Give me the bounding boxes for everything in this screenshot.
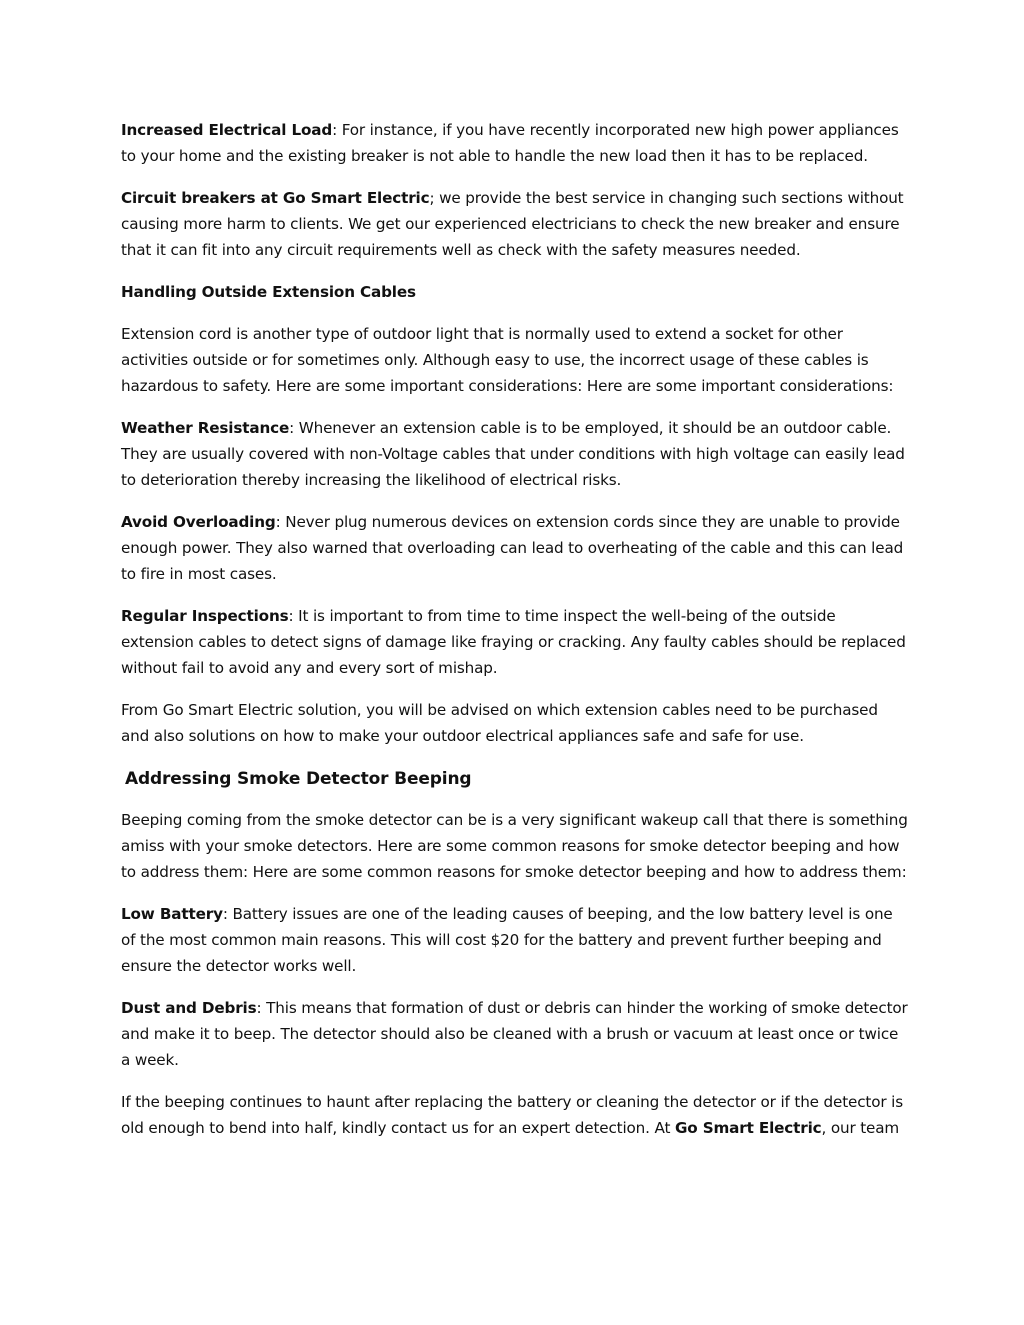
term-dust-and-debris: Dust and Debris	[121, 999, 257, 1017]
term-regular-inspections: Regular Inspections	[121, 607, 289, 625]
paragraph-smoke-intro: Beeping coming from the smoke detector can be is a very significant wakeup call that there is something amiss with your smoke detectors. Here are some common reasons for smoke detector beeping and how to address them: Here are some common reasons for smoke detector beeping and how to address them:	[121, 811, 908, 881]
text-low-battery: : Battery issues are one of the leading causes of beeping, and the low battery level is one of the most common main reasons. This will cost $20 for the battery and prevent further beeping and ensure the detector works well.	[121, 905, 893, 975]
term-avoid-overloading: Avoid Overloading	[121, 513, 276, 531]
paragraph-increased-electrical-load	[121, 117, 909, 169]
paragraph-low-battery	[121, 901, 909, 979]
text-closing-before: If the beeping continues to haunt after replacing the battery or cleaning the detector or if the detector is old enough to bend into half, kindly contact us for an expert detection. At	[121, 1093, 903, 1137]
document-body	[121, 117, 909, 1157]
heading-handling-outside-extension-cables: Handling Outside Extension Cables	[121, 283, 416, 301]
text-increased-electrical-load: : For instance, if you have recently incorporated new high power appliances to your home and the existing breaker is not able to handle the new load then it has to be replaced.	[121, 121, 899, 165]
paragraph-weather-resistance	[121, 415, 909, 493]
term-weather-resistance: Weather Resistance	[121, 419, 290, 437]
text-closing-after: , our team	[821, 1119, 900, 1137]
text-dust-and-debris: : This means that formation of dust or debris can hinder the working of smoke detector and make it to beep. The detector should also be cleaned with a brush or vacuum at least once or twice a week.	[121, 999, 908, 1069]
text-regular-inspections: : It is important to from time to time inspect the well-being of the outside extension cables to detect signs of damage like fraying or cracking. Any faulty cables should be replaced without fail to avoid any and every sort of mishap.	[121, 607, 906, 677]
paragraph-dust-and-debris	[121, 995, 909, 1073]
term-circuit-breakers: Circuit breakers at Go Smart Electric	[121, 189, 430, 207]
text-weather-resistance: : Whenever an extension cable is to be employed, it should be an outdoor cable. They are usually covered with non-Voltage cables that under conditions with high voltage can easily lead to deterioration thereby increasing the likelihood of electrical risks.	[121, 419, 905, 489]
paragraph-extension-outro: From Go Smart Electric solution, you will be advised on which extension cables need to be purchased and also solutions on how to make your outdoor electrical appliances safe and safe for use.	[121, 701, 878, 745]
term-go-smart-electric: Go Smart Electric	[674, 1119, 822, 1137]
text-circuit-breakers: ; we provide the best service in changing such sections without causing more harm to clients. We get our experienced electricians to check the new breaker and ensure that it can fit into any circuit requirements well as check with the safety measures needed.	[121, 189, 904, 259]
paragraph-regular-inspections	[121, 603, 909, 681]
heading-addressing-smoke-detector-beeping: Addressing Smoke Detector Beeping	[125, 769, 472, 789]
paragraph-extension-intro: Extension cord is another type of outdoor light that is normally used to extend a socket for other activities outside or for sometimes only. Although easy to use, the incorrect usage of these cables is hazardous to safety. Here are some important considerations: Here are some important considerations:	[121, 325, 894, 395]
paragraph-closing	[121, 1089, 909, 1141]
text-avoid-overloading: : Never plug numerous devices on extension cords since they are unable to provide enough power. They also warned that overloading can lead to overheating of the cable and this can lead to fire in most cases.	[121, 513, 904, 583]
term-low-battery: Low Battery	[121, 905, 223, 923]
paragraph-circuit-breakers	[121, 185, 909, 263]
paragraph-avoid-overloading	[121, 509, 909, 587]
term-increased-electrical-load: Increased Electrical Load	[121, 121, 333, 139]
